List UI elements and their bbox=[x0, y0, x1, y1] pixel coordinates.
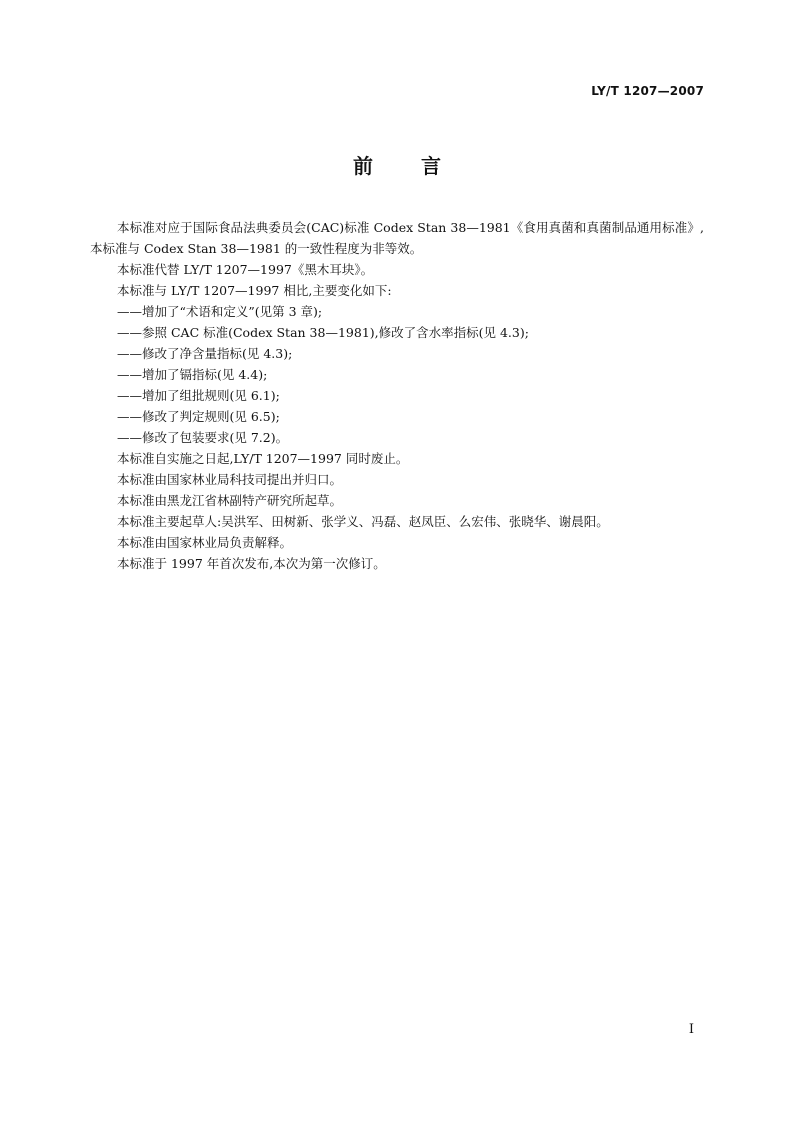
paragraph-replaces: 本标准代替 LY/T 1207—1997《黑木耳块》。 bbox=[117, 262, 374, 277]
paragraph-proposer: 本标准由国家林业局科技司提出并归口。 bbox=[117, 472, 343, 487]
change-item-terms: ——增加了“术语和定义”(见第 3 章); bbox=[117, 304, 323, 319]
paragraph-history: 本标准于 1997 年首次发布,本次为第一次修订。 bbox=[117, 556, 386, 571]
change-item-cadmium: ——增加了镉指标(见 4.4); bbox=[117, 367, 268, 382]
paragraph-abolish: 本标准自实施之日起,LY/T 1207—1997 同时废止。 bbox=[117, 451, 409, 466]
change-item-packaging: ——修改了包装要求(见 7.2)。 bbox=[117, 430, 289, 445]
page-number: I bbox=[688, 1022, 694, 1037]
paragraph-drafters: 本标准主要起草人:吴洪军、田树新、张学义、冯磊、赵凤臣、么宏伟、张晓华、谢晨阳。 bbox=[117, 514, 609, 529]
change-item-batching: ——增加了组批规则(见 6.1); bbox=[117, 388, 280, 403]
standard-code: LY/T 1207—2007 bbox=[591, 84, 704, 98]
paragraph-interpretation: 本标准由国家林业局负责解释。 bbox=[117, 535, 293, 550]
paragraph-changes-intro: 本标准与 LY/T 1207—1997 相比,主要变化如下: bbox=[117, 283, 392, 298]
paragraph-correspondence: 本标准对应于国际食品法典委员会(CAC)标准 Codex Stan 38—1981《食用真菌和真菌制品通用标准》,本标准与 Codex Stan 38—1981 的一致性程度为非等效。 bbox=[90, 220, 704, 256]
paragraph-drafting-unit: 本标准由黑龙江省林副特产研究所起草。 bbox=[117, 493, 343, 508]
change-item-net-content: ——修改了净含量指标(见 4.3); bbox=[117, 346, 293, 361]
foreword-body bbox=[90, 217, 704, 574]
change-item-judgment: ——修改了判定规则(见 6.5); bbox=[117, 409, 280, 424]
change-item-moisture: ——参照 CAC 标准(Codex Stan 38—1981),修改了含水率指标(见 4.3); bbox=[117, 325, 529, 340]
page-title: 前言 bbox=[353, 154, 489, 178]
